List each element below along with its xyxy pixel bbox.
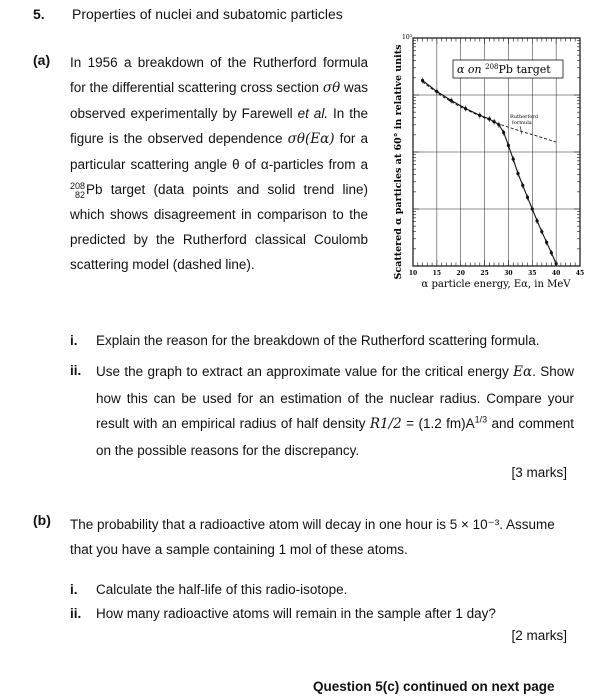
rutherford-dashed-line [423,82,557,142]
data-trend-line [423,80,557,263]
x-tick-label: 45 [575,270,585,277]
b-item-2-num: ii. [70,606,82,621]
part-b-marks: [2 marks] [511,628,567,643]
x-tick-label: 20 [456,270,465,277]
a-item-2-text: Use the graph to extract an approximate value for the critical energy Eα. Show how this can be used for an estimation of the nuclear radius. Compare your result with an empirical radius of half density R1/2 = (1.2 $fm)A^{1/3}$ and comment on the possible reasons for the discrepancy. [96,364,574,458]
b-item-2-text: How many radioactive atoms will remain in the sample after 1 day? [96,606,496,621]
x-tick-label: 30 [504,270,513,277]
part-a-label: (a) [33,52,51,68]
probability-value: 5 × 10⁻³ [449,517,500,532]
chart-x-label: α particle energy, Eα, in MeV [421,279,571,290]
x-tick-label: 15 [432,270,442,277]
chart-y-top-tick: 10³ [402,34,413,41]
part-b-text: The probability that a radioactive atom will decay in one hour is 5 × 10⁻³. Assume that you have a sample containing 1 mol of these atoms. [70,517,555,557]
x-tick-label: 25 [480,270,489,277]
a-item-1-text: Explain the reason for the breakdown of the Rutherford scattering formula. [96,333,540,348]
dependence: σθ(Eα) [287,131,335,147]
legend-text: α on $^{208}$Pb target [457,63,551,76]
annotation-pointer [520,126,522,134]
a-item-1-num: i. [70,333,78,348]
annotation-rutherford: Rutherford [510,114,539,120]
x-tick-label: 40 [551,270,561,277]
part-a-marks: [3 marks] [511,465,567,480]
footer-continued: Question 5(c) continued on next page [313,679,555,694]
scattering-chart [388,30,603,292]
sigma-theta: σθ [322,80,341,96]
part-b-label: (b) [33,512,51,528]
question-title: Properties of nuclei and subatomic particles [72,6,343,22]
chart-y-label: Scattered α particles at 60° in relative units [393,44,404,280]
b-item-1-num: i. [70,582,78,597]
annotation-formula: formula [512,120,532,126]
nuclide-notation: 208 82 [70,181,86,200]
x-tick-label: 35 [528,270,537,277]
x-tick-label: 10 [408,270,418,277]
b-item-1-text: Calculate the half-life of this radio-isotope. [96,582,348,597]
question-number: 5. [33,6,45,22]
a-item-2-num: ii. [70,363,82,378]
part-a-intro: In 1956 a breakdown of the Rutherford formula for the differential scattering cross section σθ was observed experimentally by Farewell et al. In the figure is the observed dependence σθ(Eα) for a particular scattering angle θ of α-particles from a 208 82Pb target (data points and solid trend line) which shows disagreement in comparison to the predicted by the Rutherford classical Coulomb scattering model (dashed line). [70,55,369,272]
